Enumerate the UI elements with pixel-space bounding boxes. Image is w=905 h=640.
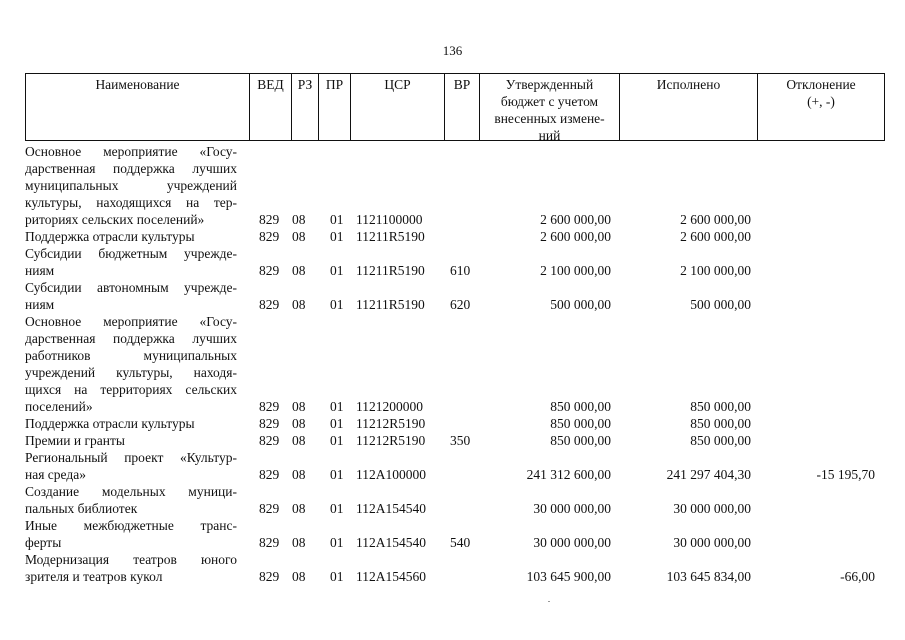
cell-approved: 850 000,00 <box>550 416 611 431</box>
cell-pr: 01 <box>330 535 344 550</box>
row-name-line: культуры, находящихся на тер- <box>25 195 237 210</box>
row-name-line: Премии и гранты <box>25 433 125 448</box>
table-row <box>25 517 885 551</box>
row-name-line: Региональный проект «Культур- <box>25 450 237 465</box>
cell-ved: 829 <box>259 433 280 448</box>
cell-pr: 01 <box>330 212 344 227</box>
cell-executed: 850 000,00 <box>690 433 751 448</box>
cell-vr: 540 <box>450 535 471 550</box>
row-name-line: зрителя и театров кукол <box>25 569 163 584</box>
cell-ved: 829 <box>259 263 280 278</box>
row-name-line: Поддержка отрасли культуры <box>25 416 195 431</box>
cell-csr: 11211R5190 <box>356 263 425 278</box>
header-rz: РЗ <box>291 73 318 141</box>
table-row <box>25 551 885 585</box>
cell-pr: 01 <box>330 416 344 431</box>
cell-rz: 08 <box>292 416 306 431</box>
cell-ved: 829 <box>259 416 280 431</box>
cell-vr: 350 <box>450 433 471 448</box>
row-name-line: Иные межбюджетные транс- <box>25 518 237 533</box>
row-name-line: щихся на территориях сельских <box>25 382 237 397</box>
table-body <box>25 143 885 585</box>
cell-pr: 01 <box>330 263 344 278</box>
cell-ved: 829 <box>259 297 280 312</box>
row-name <box>25 143 237 228</box>
cell-csr: 112A154560 <box>356 569 426 584</box>
row-name <box>25 517 237 551</box>
table-row <box>25 449 885 483</box>
cell-ved: 829 <box>259 399 280 414</box>
table-row <box>25 228 885 245</box>
scan-speck <box>548 601 550 602</box>
header-ved: ВЕД <box>249 73 291 141</box>
cell-rz: 08 <box>292 399 306 414</box>
header-pr: ПР <box>318 73 350 141</box>
cell-rz: 08 <box>292 212 306 227</box>
cell-rz: 08 <box>292 297 306 312</box>
row-name-line: Субсидии бюджетным учрежде- <box>25 246 237 261</box>
cell-csr: 112A154540 <box>356 535 426 550</box>
cell-ved: 829 <box>259 212 280 227</box>
header-deviation: Отклонение (+, -) <box>757 73 885 141</box>
row-name <box>25 415 237 432</box>
row-name-line: Модернизация театров юного <box>25 552 237 567</box>
row-name-line: ниям <box>25 297 55 312</box>
row-name <box>25 245 237 279</box>
header-executed: Исполнено <box>619 73 757 141</box>
row-name-line: Поддержка отрасли культуры <box>25 229 195 244</box>
cell-approved: 30 000 000,00 <box>533 501 611 516</box>
cell-csr: 112A100000 <box>356 467 426 482</box>
cell-rz: 08 <box>292 263 306 278</box>
table-row <box>25 143 885 228</box>
cell-executed: 30 000 000,00 <box>673 501 751 516</box>
cell-pr: 01 <box>330 399 344 414</box>
row-name-line: риториях сельских поселений» <box>25 212 205 227</box>
row-name-line: муниципальных учреждений <box>25 178 237 193</box>
cell-pr: 01 <box>330 501 344 516</box>
cell-csr: 11212R5190 <box>356 416 426 431</box>
row-name <box>25 432 237 449</box>
row-name-line: пальных библиотек <box>25 501 138 516</box>
cell-ved: 829 <box>259 535 280 550</box>
cell-rz: 08 <box>292 229 306 244</box>
row-name <box>25 449 237 483</box>
cell-executed: 103 645 834,00 <box>666 569 751 584</box>
cell-executed: 850 000,00 <box>690 416 751 431</box>
cell-executed: 2 100 000,00 <box>680 263 751 278</box>
row-name-line: Субсидии автономным учрежде- <box>25 280 237 295</box>
cell-deviation: -66,00 <box>840 569 875 584</box>
cell-ved: 829 <box>259 229 280 244</box>
cell-pr: 01 <box>330 467 344 482</box>
cell-executed: 241 297 404,30 <box>666 467 751 482</box>
cell-rz: 08 <box>292 501 306 516</box>
cell-pr: 01 <box>330 229 344 244</box>
cell-executed: 500 000,00 <box>690 297 751 312</box>
header-csr: ЦСР <box>350 73 444 141</box>
cell-rz: 08 <box>292 467 306 482</box>
cell-deviation: -15 195,70 <box>816 467 875 482</box>
row-name-line: ферты <box>25 535 62 550</box>
row-name-line: ная среда» <box>25 467 86 482</box>
row-name <box>25 228 237 245</box>
cell-approved: 103 645 900,00 <box>526 569 611 584</box>
cell-executed: 850 000,00 <box>690 399 751 414</box>
cell-ved: 829 <box>259 501 280 516</box>
cell-csr: 11211R5190 <box>356 229 425 244</box>
cell-csr: 11212R5190 <box>356 433 426 448</box>
table-row <box>25 245 885 279</box>
cell-rz: 08 <box>292 535 306 550</box>
page-number: 136 <box>442 43 463 58</box>
cell-vr: 620 <box>450 297 471 312</box>
header-vr: ВР <box>444 73 479 141</box>
cell-vr: 610 <box>450 263 471 278</box>
row-name-line: дарственная поддержка лучших <box>25 331 237 346</box>
cell-approved: 500 000,00 <box>550 297 611 312</box>
cell-executed: 2 600 000,00 <box>680 229 751 244</box>
cell-approved: 2 100 000,00 <box>540 263 611 278</box>
cell-approved: 30 000 000,00 <box>533 535 611 550</box>
cell-approved: 2 600 000,00 <box>540 212 611 227</box>
cell-approved: 850 000,00 <box>550 399 611 414</box>
row-name-line: работников муниципальных <box>25 348 237 363</box>
cell-rz: 08 <box>292 433 306 448</box>
row-name-line: Создание модельных муници- <box>25 484 237 499</box>
cell-approved: 2 600 000,00 <box>540 229 611 244</box>
row-name-line: Основное мероприятие «Госу- <box>25 144 237 159</box>
cell-ved: 829 <box>259 569 280 584</box>
cell-ved: 829 <box>259 467 280 482</box>
row-name <box>25 551 237 585</box>
row-name <box>25 279 237 313</box>
table-row <box>25 415 885 432</box>
cell-executed: 2 600 000,00 <box>680 212 751 227</box>
cell-csr: 1121100000 <box>356 212 423 227</box>
row-name-line: учреждений культуры, находя- <box>25 365 237 380</box>
header-approved: Утвержденный бюджет с учетом внесенных измене- ний <box>479 73 619 141</box>
table-header <box>25 73 885 142</box>
cell-approved: 850 000,00 <box>550 433 611 448</box>
cell-csr: 11211R5190 <box>356 297 425 312</box>
row-name-line: ниям <box>25 263 55 278</box>
cell-csr: 1121200000 <box>356 399 423 414</box>
cell-csr: 112A154540 <box>356 501 426 516</box>
row-name <box>25 483 237 517</box>
table-row <box>25 279 885 313</box>
cell-pr: 01 <box>330 433 344 448</box>
row-name-line: дарственная поддержка лучших <box>25 161 237 176</box>
header-name: Наименование <box>25 73 249 141</box>
table-row <box>25 483 885 517</box>
row-name <box>25 313 237 415</box>
cell-executed: 30 000 000,00 <box>673 535 751 550</box>
cell-rz: 08 <box>292 569 306 584</box>
cell-pr: 01 <box>330 297 344 312</box>
cell-pr: 01 <box>330 569 344 584</box>
row-name-line: поселений» <box>25 399 93 414</box>
table-row <box>25 432 885 449</box>
cell-approved: 241 312 600,00 <box>526 467 611 482</box>
table-row <box>25 313 885 415</box>
row-name-line: Основное мероприятие «Госу- <box>25 314 237 329</box>
